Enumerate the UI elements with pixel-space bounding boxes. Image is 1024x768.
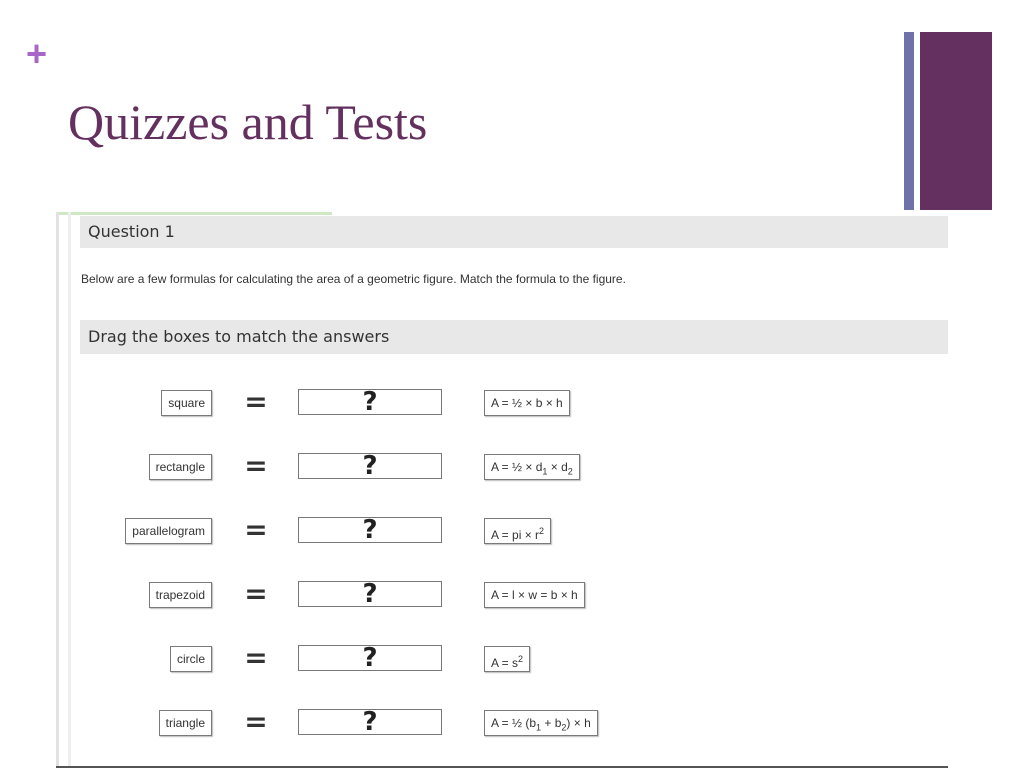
drag-instructions-header: Drag the boxes to match the answers bbox=[80, 320, 948, 354]
equals-sign: = bbox=[244, 705, 268, 738]
equals-sign: = bbox=[244, 385, 268, 418]
left-border-inner bbox=[68, 212, 71, 768]
plus-bullet-icon: + bbox=[26, 33, 48, 74]
figure-label-triangle: triangle bbox=[159, 710, 212, 736]
draggable-formula-box[interactable] bbox=[484, 646, 530, 672]
formula-subscript: 1 bbox=[536, 722, 542, 733]
draggable-formula-box[interactable] bbox=[484, 518, 551, 544]
match-row bbox=[56, 451, 948, 485]
formula-text: A = pi × r bbox=[491, 528, 540, 542]
figure-label-parallelogram: parallelogram bbox=[125, 518, 212, 544]
figure-label-square: square bbox=[161, 390, 212, 416]
equals-sign: = bbox=[244, 513, 268, 546]
top-accent-line bbox=[56, 212, 332, 215]
formula-text: A = ½ × d bbox=[491, 460, 543, 474]
equals-sign: = bbox=[244, 577, 268, 610]
decorative-bar-thin bbox=[904, 32, 914, 210]
answer-drop-slot[interactable]: ? bbox=[298, 517, 442, 543]
formula-superscript: 2 bbox=[518, 654, 524, 664]
match-row bbox=[56, 643, 948, 677]
formula-text: A = ½ (b bbox=[491, 716, 537, 730]
equals-sign: = bbox=[244, 449, 268, 482]
quiz-screenshot bbox=[56, 212, 948, 768]
figure-label-trapezoid: trapezoid bbox=[149, 582, 212, 608]
formula-subscript: 2 bbox=[567, 466, 573, 477]
answer-drop-slot[interactable]: ? bbox=[298, 453, 442, 479]
figure-label-rectangle: rectangle bbox=[149, 454, 212, 480]
formula-superscript: 2 bbox=[539, 526, 545, 536]
answer-drop-slot[interactable]: ? bbox=[298, 581, 442, 607]
draggable-formula-box[interactable] bbox=[484, 454, 580, 480]
question-instruction: Below are a few formulas for calculating the area of a geometric figure. Match the formula to the figure. bbox=[81, 272, 626, 286]
formula-subscript: 2 bbox=[561, 722, 567, 733]
draggable-formula-box[interactable] bbox=[484, 710, 598, 736]
formula-text: + b bbox=[541, 716, 562, 730]
draggable-formula-box[interactable] bbox=[484, 582, 585, 608]
formula-subscript: 1 bbox=[542, 466, 548, 477]
figure-label-circle: circle bbox=[170, 646, 212, 672]
formula-text: ) × h bbox=[566, 716, 591, 730]
formula-text: A = l × w = b × h bbox=[491, 588, 578, 602]
answer-drop-slot[interactable]: ? bbox=[298, 645, 442, 671]
formula-text: × d bbox=[547, 460, 568, 474]
left-border bbox=[56, 212, 59, 768]
question-header: Question 1 bbox=[80, 216, 948, 248]
answer-drop-slot[interactable]: ? bbox=[298, 389, 442, 415]
match-row bbox=[56, 707, 948, 741]
match-row bbox=[56, 387, 948, 421]
decorative-bar-wide bbox=[920, 32, 992, 210]
formula-text: A = s bbox=[491, 656, 519, 670]
equals-sign: = bbox=[244, 641, 268, 674]
match-row bbox=[56, 579, 948, 613]
answer-drop-slot[interactable]: ? bbox=[298, 709, 442, 735]
slide-title: Quizzes and Tests bbox=[68, 94, 428, 150]
formula-text: A = ½ × b × h bbox=[491, 396, 563, 410]
match-row bbox=[56, 515, 948, 549]
draggable-formula-box[interactable] bbox=[484, 390, 570, 416]
